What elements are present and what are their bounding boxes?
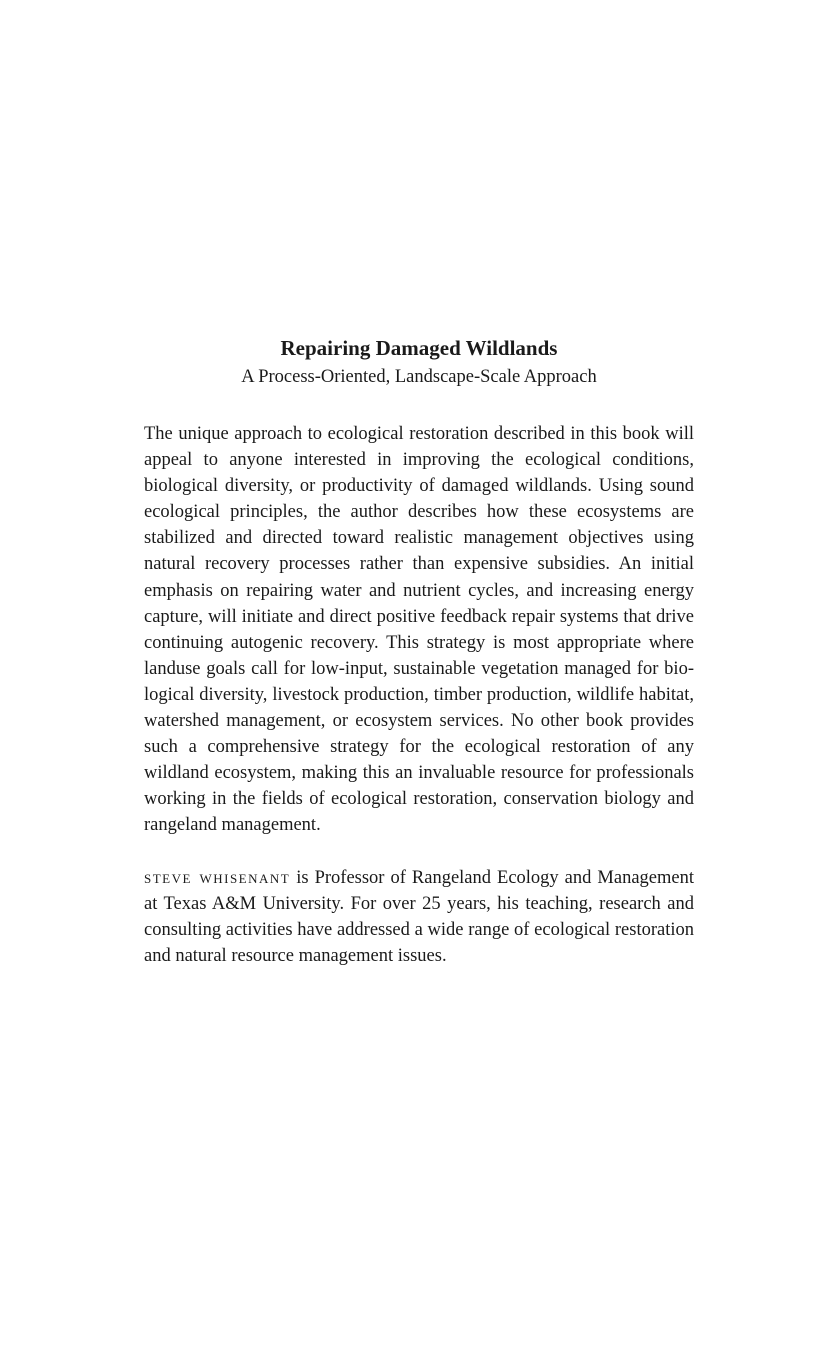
- author-name: steve whisenant: [144, 867, 291, 888]
- book-title: Repairing Damaged Wildlands: [280, 336, 558, 360]
- book-blurb: The unique approach to ecological restoration described in this book will appeal to anyone interested in improving the ecological conditions, biological diversity, or productivity of damaged wildlands. Using sound ecological principles, the author describes how these ecosystems are stabilized and directed toward realistic management objectives using natural recovery processes rather than expensive subsidies. An initial emphasis on repairing water and nutrient cycles, and increasing energy capture, will initiate and direct positive feedback repair systems that drive continuing autogenic recovery. This strategy is most appropriate where landuse goals call for low-input, sustainable vegetation managed for biological diversity, livestock production, timber production, wildlife habitat, watershed management, or ecosystem services. No other book provides such a comprehensive strategy for the ecological restoration of any wildland ecosystem, making this an invaluable resource for professionals working in the fields of ecological restoration, conservation biology and rangeland management.: [144, 424, 694, 836]
- book-description-page: [144, 334, 694, 969]
- book-subtitle: A Process-Oriented, Landscape-Scale Approach: [241, 367, 597, 387]
- author-bio-text: is Professor of Rangeland Ecology and Management at Texas A&M University. For over 25 years, his teaching, research and consulting activities have addressed a wide range of ecological restoration and natural resource management issues.: [144, 867, 694, 966]
- author-bio: [144, 865, 694, 969]
